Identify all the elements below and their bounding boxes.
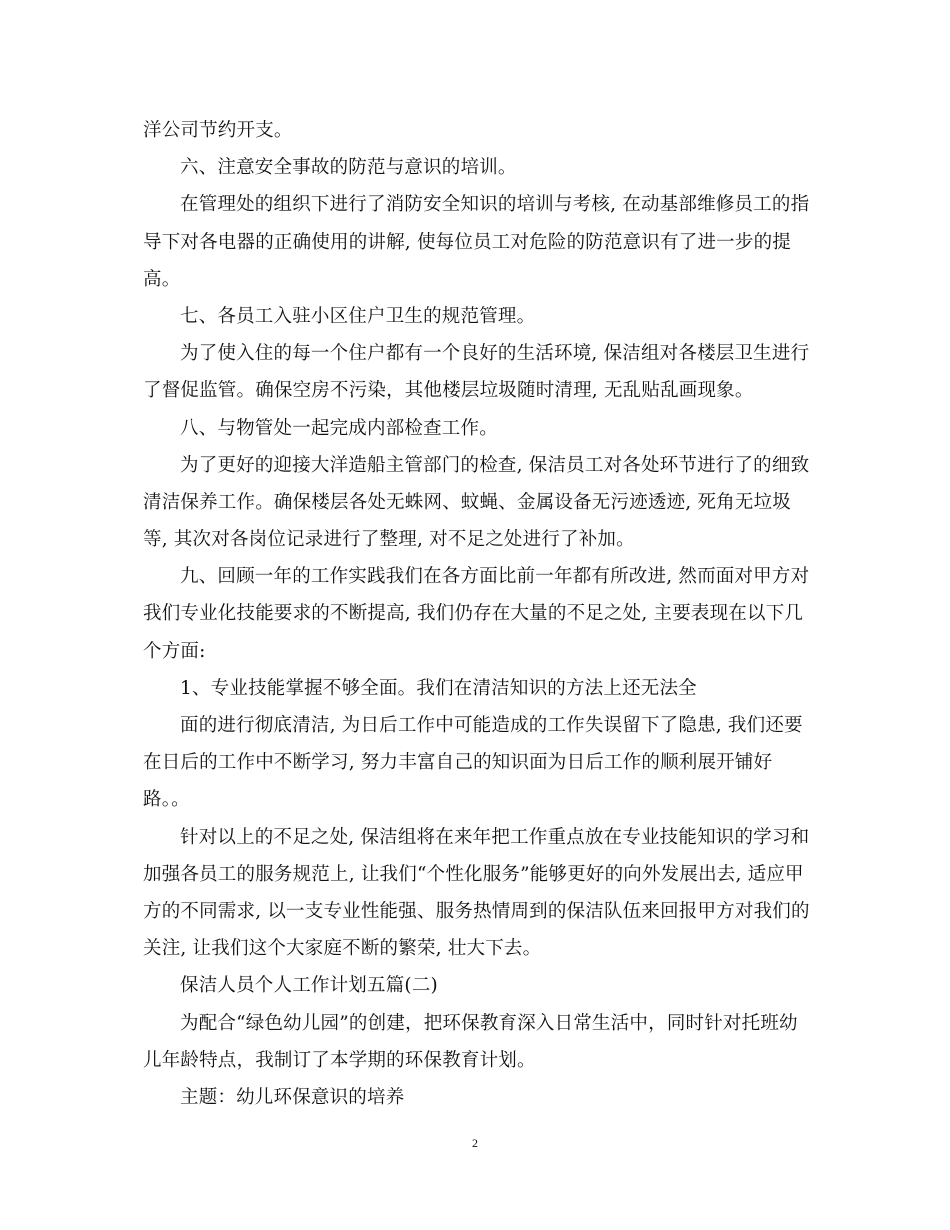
text-line: 为了使入住的每一个住户都有一个良好的生活环境, 保洁组对各楼层卫生进行 [180,343,810,365]
text-line: 方的不同需求, 以一支专业性能强、服务热情周到的保洁队伍来回报甲方对我们的 [143,900,810,922]
text-line: 儿年龄特点，我制订了本学期的环保教育计划。 [143,1049,536,1071]
text-line: 为了更好的迎接大洋造船主管部门的检查, 保洁员工对各处环节进行了的细致 [180,454,810,476]
text-line: 了督促监管。确保空房不污染，其他楼层垃圾随时清理, 无乱贴乱画现象。 [143,380,754,402]
text-line: 个方面: [143,640,206,662]
text-line: 导下对各电器的正确使用的讲解, 使每位员工对危险的防范意识有了进一步的提 [143,231,791,253]
text-line: 洋公司节约开支。 [143,120,293,141]
section-heading: 九、回顾一年的工作实践我们在各方面比前一年都有所改进, 然而面对甲方对 [180,566,810,588]
text-line: 面的进行彻底清洁, 为日后工作中可能造成的工作失误留下了隐患, 我们还要 [180,715,803,736]
section-heading: 七、各员工入驻小区住户卫生的规范管理。 [180,305,536,327]
text-line: 关注, 让我们这个大家庭不断的繁荣, 壮大下去。 [143,938,542,960]
subtitle-heading: 保洁人员个人工作计划五篇(二) [180,975,438,997]
document-body [143,112,815,1116]
text-line: 在日后的工作中不断学习, 努力丰富自己的知识面为日后工作的顺利展开铺好 [143,752,773,774]
section-heading: 六、注意安全事故的防范与意识的培训。 [180,157,517,179]
list-item: 1、专业技能掌握不够全面。我们在清洁知识的方法上还无法全 [180,677,697,699]
section-heading: 八、与物管处一起完成内部检查工作。 [180,417,498,439]
text-line: 高。 [143,268,181,290]
theme-line: 主题：幼儿环保意识的培养 [180,1086,405,1108]
text-line: 等, 其次对各岗位记录进行了整理, 对不足之处进行了补加。 [143,529,635,551]
text-line: 在管理处的组织下进行了消防安全知识的培训与考核, 在动基部维修员工的指 [180,194,810,216]
text-line: 路。。 [143,789,190,811]
text-line: 为配合“绿色幼儿园”的创建，把环保教育深入日常生活中，同时针对托班幼 [180,1012,798,1034]
text-line: 加强各员工的服务规范上, 让我们“个性化服务”能够更好的向外发展出去, 适应甲 [143,863,804,885]
text-line: 我们专业化技能要求的不断提高, 我们仍存在大量的不足之处, 主要表现在以下几 [143,603,804,625]
page-number: 2 [472,1136,478,1150]
text-line: 清洁保养工作。确保楼层各处无蛛网、蚊蝇、金属设备无污迹透迹, 死角无垃圾 [143,491,791,513]
text-line: 针对以上的不足之处, 保洁组将在来年把工作重点放在专业技能知识的学习和 [180,826,810,848]
